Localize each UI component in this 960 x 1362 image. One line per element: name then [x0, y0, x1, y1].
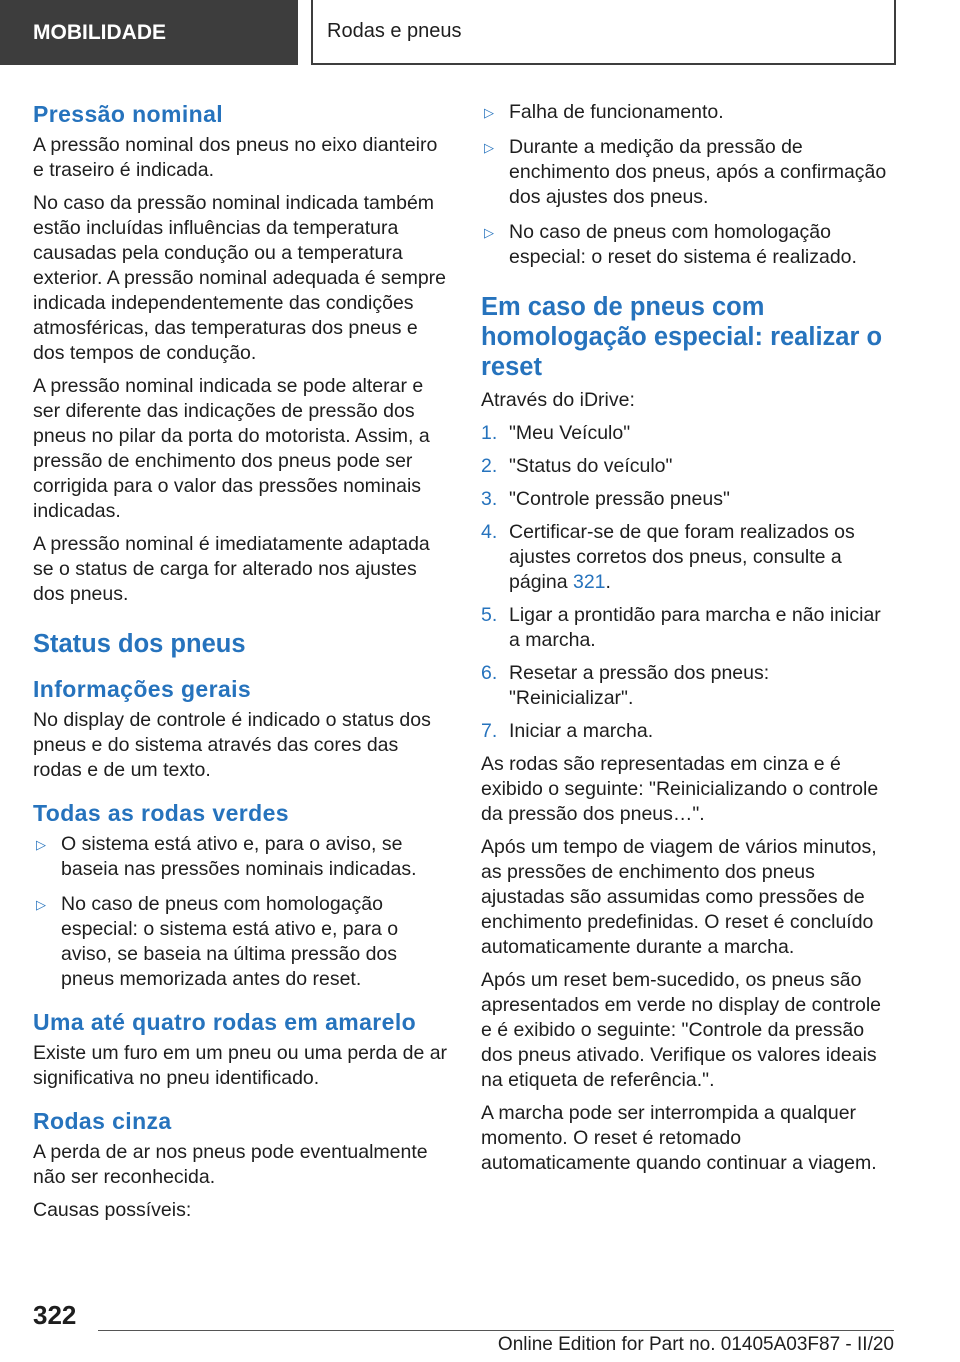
paragraph: Após um tempo de viagem de vários minutos, as pressões de enchimento dos pneus ajustadas são assumidas como pressões de enchimento predefinidas. O reset é concluído automaticamente durante a marcha.	[481, 836, 877, 958]
triangle-bullet-icon: ▷	[36, 897, 46, 912]
step-text-end: .	[605, 571, 611, 593]
step-item	[481, 719, 896, 744]
step-number: 6.	[481, 662, 498, 684]
list-item-text: Durante a medição da pressão de enchimento dos pneus, após a confirmação dos ajustes dos pneus.	[509, 136, 887, 208]
step-text: "Meu Veículo"	[509, 422, 631, 444]
paragraph: Após um reset bem-sucedido, os pneus são apresentados em verde no display de controle e é exibido o seguinte: "Controle da pressão dos pneus ativado. Verifique os valores ideais na etiqueta de referência.".	[481, 969, 881, 1091]
paragraph: Causas possíveis:	[33, 1199, 192, 1221]
page-link[interactable]: 321	[572, 571, 606, 593]
paragraph: A perda de ar nos pneus pode eventualmente não ser reconhecida.	[33, 1141, 428, 1188]
triangle-bullet-icon: ▷	[36, 837, 46, 852]
step-text: Certificar-se de que foram realizados os ajustes corretos dos pneus, consulte a página	[509, 521, 855, 593]
paragraph: As rodas são representadas em cinza e é exibido o seguinte: "Reinicializando o controle da pressão dos pneus…".	[481, 753, 879, 825]
list-item-text: O sistema está ativo e, para o aviso, se baseia nas pressões nominais indicadas.	[61, 833, 417, 880]
heading-pressao-nominal: Pressão nominal	[33, 101, 224, 127]
step-text: Resetar a pressão dos pneus: "Reinicializar".	[509, 662, 770, 709]
list-item	[481, 135, 896, 210]
step-number: 3.	[481, 488, 498, 510]
step-item	[481, 454, 896, 479]
paragraph: No display de controle é indicado o status dos pneus e do sistema através das cores das rodas e de um texto.	[33, 709, 431, 781]
triangle-bullet-icon: ▷	[484, 140, 494, 155]
list-item	[33, 832, 448, 882]
step-number: 1.	[481, 422, 498, 444]
triangle-bullet-icon: ▷	[484, 105, 494, 120]
verdes-list	[33, 832, 448, 992]
paragraph: A pressão nominal é imediatamente adaptada se o status de carga for alterado nos ajustes dos pneus.	[33, 533, 430, 605]
step-text: "Status do veículo"	[509, 455, 673, 477]
list-item	[481, 100, 896, 125]
paragraph: A pressão nominal indicada se pode alterar e ser diferente das indicações de pressão dos pneus no pilar da porta do motorista. Assim, a pressão de enchimento dos pneus pode ser corrigida para o valor das pressões nominais indicadas.	[33, 375, 430, 522]
heading-rodas-verdes: Todas as rodas verdes	[33, 800, 289, 826]
heading-status-pneus: Status dos pneus	[33, 630, 246, 658]
edition-footer: Online Edition for Part no. 01405A03F87 - II/20	[497, 1334, 894, 1355]
list-item	[33, 892, 448, 992]
step-item	[481, 520, 896, 595]
chapter-label: Rodas e pneus	[327, 20, 462, 42]
step-number: 2.	[481, 455, 498, 477]
triangle-bullet-icon: ▷	[484, 225, 494, 240]
step-item	[481, 603, 896, 653]
step-number: 7.	[481, 720, 498, 742]
step-text: Ligar a prontidão para marcha e não iniciar a marcha.	[509, 604, 881, 651]
step-item	[481, 487, 896, 512]
causas-list	[481, 100, 896, 270]
list-item	[481, 220, 896, 270]
section-label: MOBILIDADE	[33, 20, 166, 44]
step-number: 4.	[481, 521, 498, 543]
step-number: 5.	[481, 604, 498, 626]
paragraph: Existe um furo em um pneu ou uma perda de ar significativa no pneu identificado.	[33, 1042, 448, 1089]
step-item	[481, 421, 896, 446]
heading-rodas-amarelo: Uma até quatro rodas em amarelo	[33, 1009, 417, 1035]
reset-steps	[481, 421, 896, 744]
right-column	[481, 100, 896, 1184]
footer-divider	[98, 1330, 894, 1331]
step-text: "Controle pressão pneus"	[509, 488, 730, 510]
section-tab	[0, 0, 298, 65]
page-number: 322	[33, 1300, 77, 1330]
list-item-text: Falha de funcionamento.	[509, 101, 724, 123]
paragraph: Através do iDrive:	[481, 389, 635, 411]
heading-rodas-cinza: Rodas cinza	[33, 1108, 172, 1134]
heading-reset: Em caso de pneus com homologação especial: realizar o reset	[481, 293, 883, 381]
list-item-text: No caso de pneus com homologação especial: o sistema está ativo e, para o aviso, se baseia na última pressão dos pneus memorizada antes do reset.	[61, 893, 399, 990]
left-column	[33, 100, 448, 1231]
paragraph: No caso da pressão nominal indicada também estão incluídas influências da temperatura causadas pela condução ou a temperatura exterior. A pressão nominal adequada é sempre indicada independentemente das condições atmosféricas, das temperaturas dos pneus e dos tempos de condução.	[33, 192, 447, 364]
paragraph: A pressão nominal dos pneus no eixo dianteiro e traseiro é indicada.	[33, 134, 438, 181]
step-item	[481, 661, 896, 711]
list-item-text: No caso de pneus com homologação especial: o reset do sistema é realizado.	[509, 221, 857, 268]
chapter-tab	[311, 0, 896, 65]
heading-informacoes-gerais: Informações gerais	[33, 676, 252, 702]
paragraph: A marcha pode ser interrompida a qualquer momento. O reset é retomado automaticamente quando continuar a viagem.	[481, 1102, 877, 1174]
step-text: Iniciar a marcha.	[509, 720, 654, 742]
